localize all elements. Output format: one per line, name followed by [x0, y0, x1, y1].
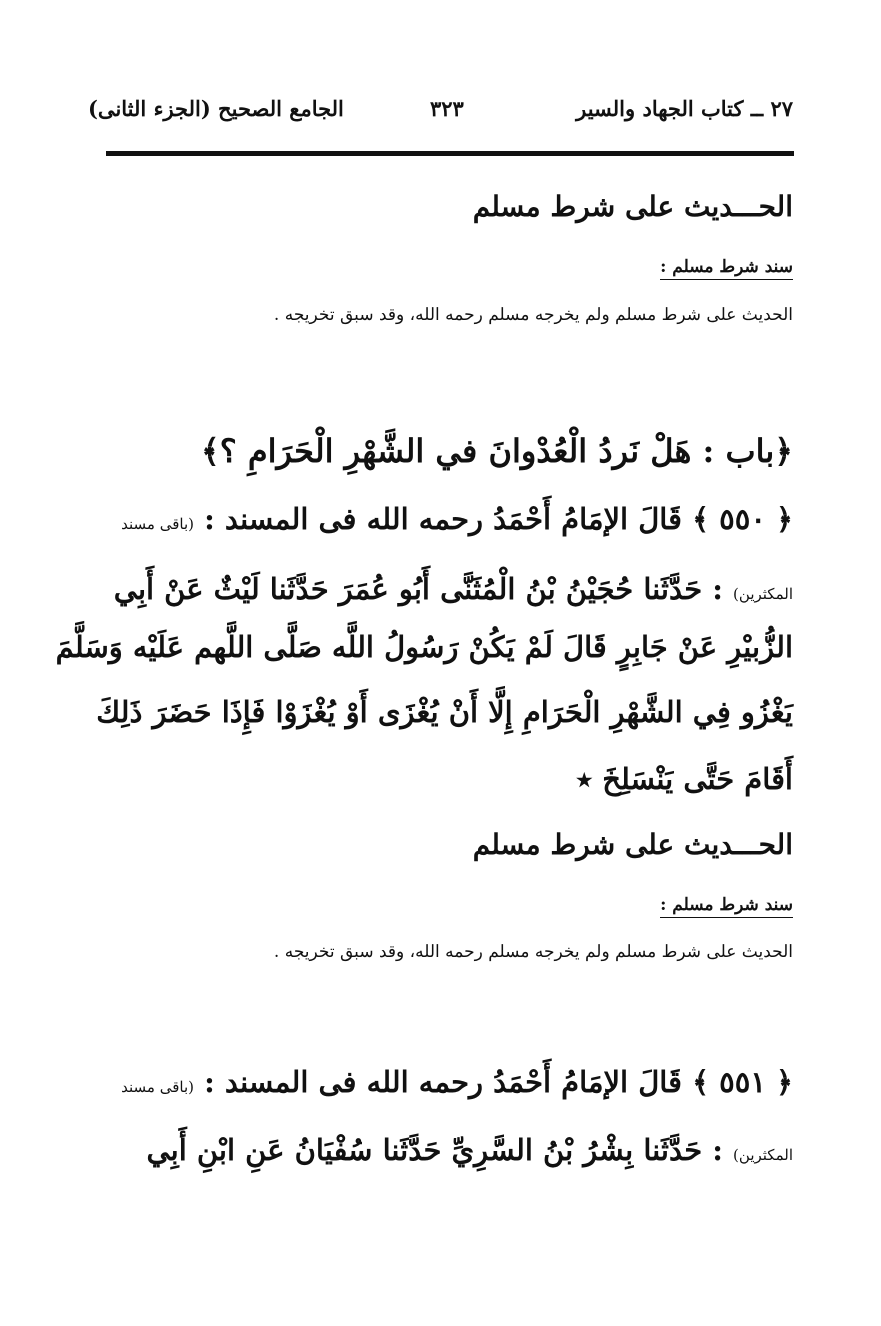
hadith-550-line-5: أَقَامَ حَتَّى يَنْسَلِخَ ٭: [576, 762, 793, 796]
hadith-550-source-end: المكثرين): [733, 585, 793, 603]
header-book-title: الجامع الصحيح (الجزء الثانى): [88, 96, 344, 121]
hadith-551-intro: ﴿ ٥٥١ ﴾ قَالَ الإمَامُ أَحْمَدُ رحمه الله فى المسند :: [204, 1065, 793, 1099]
header-chapter: ٢٧ ــ كتاب الجهاد والسير: [576, 96, 793, 121]
section2-note: الحديث على شرط مسلم ولم يخرجه مسلم رحمه الله، وقد سبق تخريجه .: [273, 942, 793, 962]
bab-title: ﴿باب : هَلْ نَردُ الْعُدْوانَ في الشَّهْرِ الْحَرَامِ ؟﴾: [200, 432, 793, 470]
hadith-551-source-end: المكثرين): [733, 1146, 793, 1164]
section1-sanad-label: سند شرط مسلم :: [660, 257, 793, 280]
hadith-550-line-3: الزُّبيْرِ عَنْ جَابِرٍ قَالَ لَمْ يَكُنْ رَسُولُ اللَّه صَلَّى اللَّهم عَلَيْه وَسَلَّمَ: [55, 630, 793, 664]
header-rule: [106, 151, 794, 156]
section1-note: الحديث على شرط مسلم ولم يخرجه مسلم رحمه الله، وقد سبق تخريجه .: [273, 305, 793, 325]
hadith-551-isnad: : حَدَّثَنا بِشْرُ بْنُ السَّرِيِّ حَدَّثَنا سُفْيَانُ عَنِ ابْنِ أَبِي: [146, 1133, 723, 1167]
hadith-551-line-2: [146, 1133, 793, 1167]
hadith-550-isnad: : حَدَّثَنا حُجَيْنُ بْنُ الْمُثَنَّى أَبُو عُمَرَ حَدَّثَنا لَيْثٌ عَنْ أَبِي: [113, 572, 723, 606]
hadith-550-line-2: [114, 572, 793, 606]
section1-heading: الحـــديث على شرط مسلم: [472, 190, 793, 223]
hadith-550-source: (باقى مسند: [121, 515, 194, 533]
hadith-550-line-4: يَغْزُو فِي الشَّهْرِ الْحَرَامِ إِلَّا أَنْ يُغْزَى أَوْ يُغْزَوْا فَإِذَا حَضَرَ ذَلِكَ: [96, 695, 793, 729]
hadith-550-intro: ﴿ ٥٥٠ ﴾ قَالَ الإمَامُ أَحْمَدُ رحمه الله فى المسند :: [204, 502, 793, 536]
header-page-number: ٣٢٣: [430, 96, 464, 121]
hadith-551-line-1: [121, 1065, 793, 1099]
section2-heading: الحـــديث على شرط مسلم: [472, 828, 793, 861]
hadith-551-source: (باقى مسند: [121, 1078, 194, 1096]
hadith-550-line-1: [121, 502, 793, 536]
section2-sanad-label: سند شرط مسلم :: [660, 895, 793, 918]
